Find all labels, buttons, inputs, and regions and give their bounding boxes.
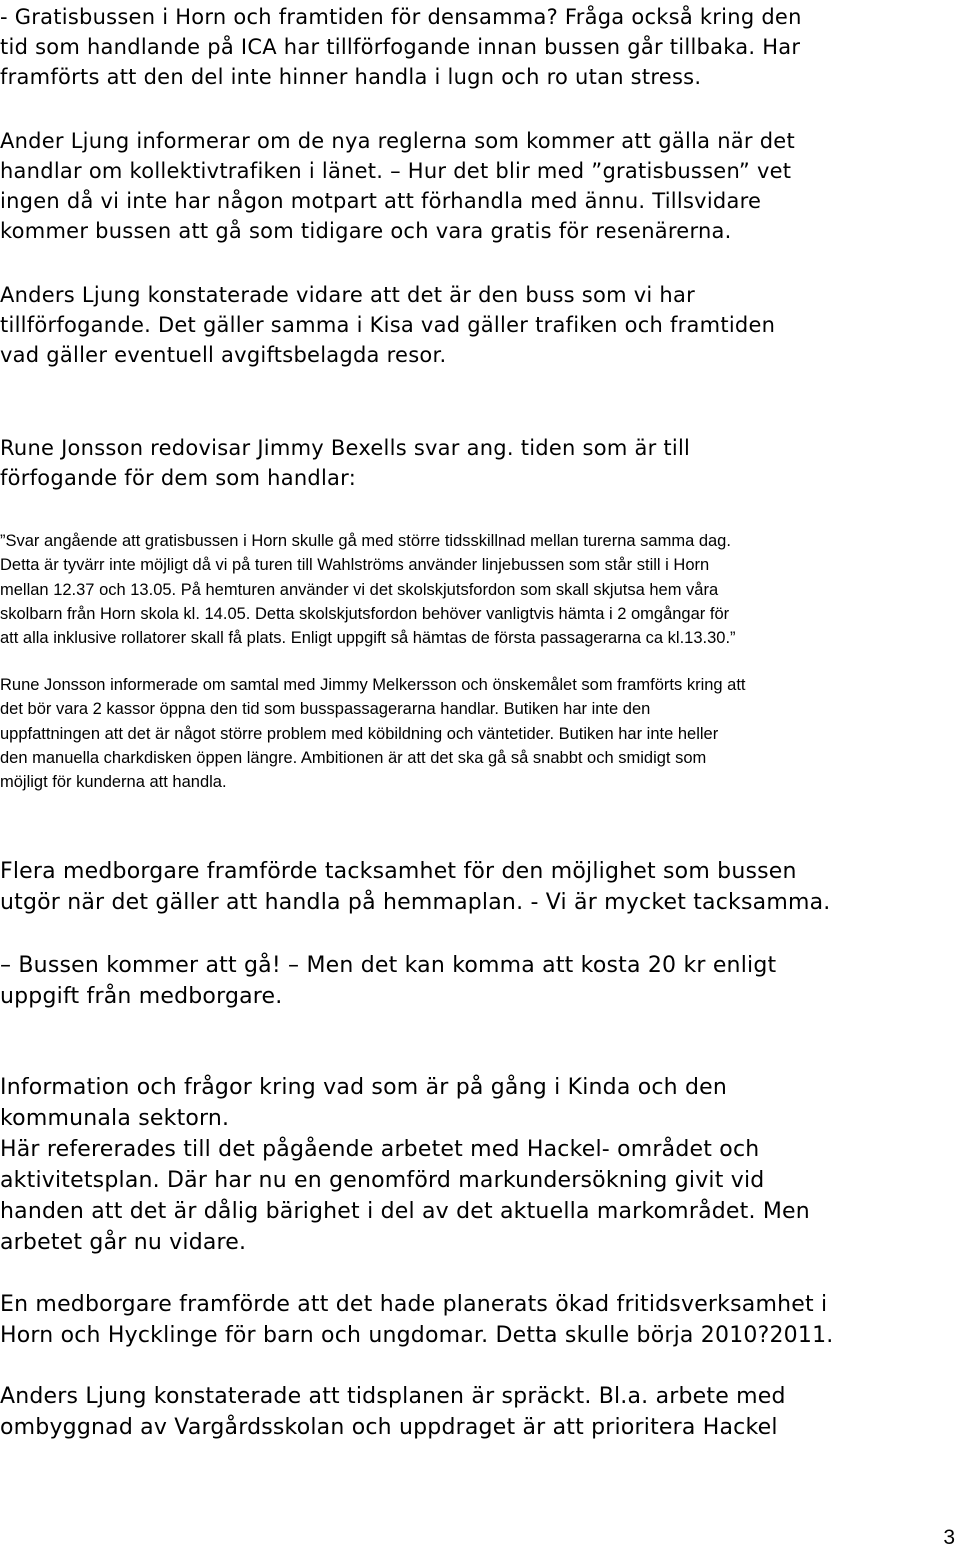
- paragraph-gratitude: Flera medborgare framförde tacksamhet för den möjlighet som bussen utgör när det gäller att handla på hemmaplan. - Vi är mycket tacksamma.: [0, 859, 831, 915]
- paragraph-bus-available: Anders Ljung konstaterade vidare att det är den buss som vi har tillförfogande. Det gäller samma i Kisa vad gäller trafiken och framtiden vad gäller eventuell avgiftsbelagda resor.: [0, 283, 776, 367]
- page-number: 3: [943, 1526, 955, 1549]
- paragraph-gratisbussen-question: - Gratisbussen i Horn och framtiden för densamma? Fråga också kring den tid som handlande på ICA har tillförfogande innan bussen går tillbaka. Har framförts att den del inte hinner handla i lugn och ro utan stress.: [0, 5, 802, 89]
- paragraph-new-rules: Ander Ljung informerar om de nya reglerna som kommer att gälla när det handlar om kollektivtrafiken i länet. – Hur det blir med ”gratisbussen” vet ingen då vi inte har någon motpart att förhandla med ännu. Tillsvidare kommer bussen att gå som tidigare och vara gratis för resenärerna.: [0, 129, 795, 243]
- paragraph-youth-activities: En medborgare framförde att det hade planerats ökad fritidsverksamhet i Horn och Hycklinge för barn och ungdomar. Detta skulle börja 2010?2011.: [0, 1292, 834, 1348]
- paragraph-quoted-answer: ”Svar angående att gratisbussen i Horn skulle gå med större tidsskillnad mellan turerna samma dag. Detta är tyvärr inte möjligt då vi på turen till Wahlströms använder linjebussen som står still i Horn mellan 12.37 och 13.05. På hemturen använder vi det skolskjutsfordon som skall skjutsa hem våra skolbarn från Horn skola kl. 14.05. Detta skolskjutsfordon behöver vanligtvis hämta i 2 omgångar för att alla inklusive rollatorer skall få plats. Enligt uppgift så hämtas de första passagerarna ca kl.13.30.”: [0, 532, 736, 648]
- paragraph-checkout-discussion: Rune Jonsson informerade om samtal med Jimmy Melkersson och önskemålet som framförts kring att det bör vara 2 kassor öppna den tid som busspassagerarna handlar. Butiken har inte den uppfattningen att det är något större problem med köbildning och väntetider. Butiken har inte heller den manuella charkdisken öppen längre. Ambitionen är att det ska gå så snabbt och smidigt som möjligt för kunderna att handla.: [0, 676, 746, 792]
- paragraph-bus-continues: – Bussen kommer att gå! – Men det kan komma att kosta 20 kr enligt uppgift från medborgare.: [0, 953, 777, 1009]
- paragraph-bexell-answer-intro: Rune Jonsson redovisar Jimmy Bexells svar ang. tiden som är till förfogande för dem som handlar:: [0, 436, 691, 490]
- paragraph-timeline: Anders Ljung konstaterade att tidsplanen är spräckt. Bl.a. arbete med ombyggnad av Vargårdsskolan och uppdraget är att prioritera Hackel: [0, 1384, 786, 1440]
- paragraph-kinda-information: Information och frågor kring vad som är på gång i Kinda och den kommunala sektorn. Här refererades till det pågående arbetet med Hackel- området och aktivitetsplan. Där har nu en genomförd markundersökning givit vid handen att det är dålig bärighet i del av det aktuella markområdet. Men arbetet går nu vidare.: [0, 1075, 810, 1255]
